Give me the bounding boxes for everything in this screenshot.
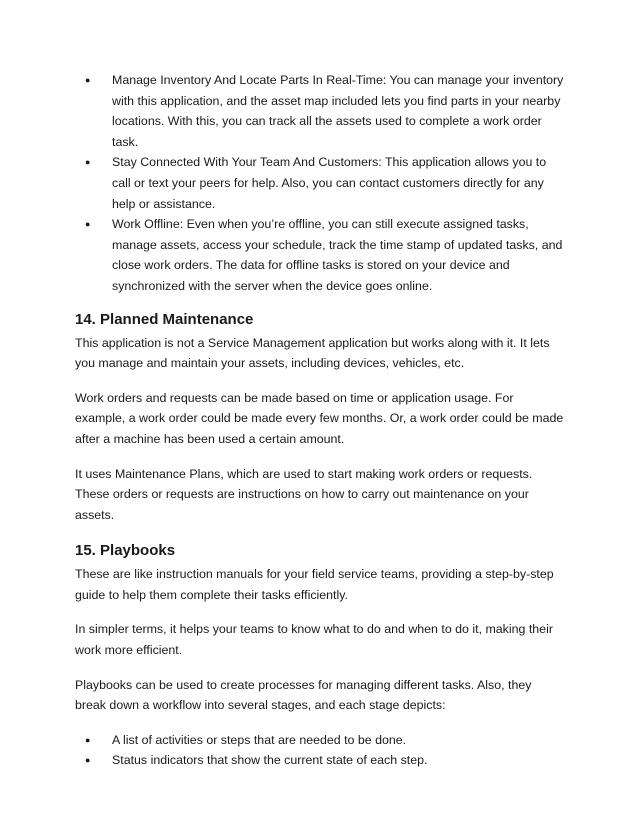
list-item bbox=[75, 70, 565, 152]
list-item bbox=[75, 730, 565, 751]
list-item-text: Work Offline: Even when you’re offline, you can still execute assigned tasks, manage assets, access your schedule, track the time stamp of updated tasks, and close work orders. The data for offline tasks is stored on your device and synchronized with the server when the device goes online. bbox=[112, 217, 563, 293]
document-page bbox=[75, 70, 565, 771]
paragraph: This application is not a Service Management application but works along with it. It lets you manage and maintain your assets, including devices, vehicles, etc. bbox=[75, 335, 550, 371]
paragraph: In simpler terms, it helps your teams to know what to do and when to do it, making their work more efficient. bbox=[75, 622, 553, 658]
paragraph: Work orders and requests can be made based on time or application usage. For example, a work order could be made every few months. Or, a work order could be made after a machine has been used a certain amount. bbox=[75, 390, 564, 446]
stage-list bbox=[75, 730, 565, 771]
bullet-icon: ● bbox=[85, 219, 91, 230]
list-item bbox=[75, 152, 565, 214]
list-item bbox=[75, 750, 565, 771]
bullet-icon: ● bbox=[85, 734, 91, 745]
paragraph: These are like instruction manuals for your field service teams, providing a step-by-step guide to help them complete their tasks efficiently. bbox=[75, 567, 554, 602]
bullet-icon: ● bbox=[85, 75, 91, 85]
section-heading-playbooks: 15. Playbooks bbox=[75, 542, 176, 560]
list-item-text: Status indicators that show the current state of each step. bbox=[112, 753, 428, 768]
section-heading-planned-maintenance: 14. Planned Maintenance bbox=[75, 310, 254, 328]
list-item-text: Manage Inventory And Locate Parts In Real-Time: You can manage your inventory with this application, and the asset map included lets you find parts in your nearby locations. With this, you can track all the assets used to complete a work order task. bbox=[112, 73, 564, 149]
list-item bbox=[75, 214, 565, 296]
list-item-text: Stay Connected With Your Team And Customers: This application allows you to call or text your peers for help. Also, you can contact customers directly for any help or assistance. bbox=[112, 155, 547, 211]
bullet-icon: ● bbox=[85, 157, 91, 168]
feature-list bbox=[75, 70, 565, 297]
paragraph: It uses Maintenance Plans, which are used to start making work orders or requests. These orders or requests are instructions on how to carry out maintenance on your assets. bbox=[75, 466, 533, 522]
bullet-icon: ● bbox=[85, 755, 91, 766]
paragraph: Playbooks can be used to create processes for managing different tasks. Also, they break down a workflow into several stages, and each stage depicts: bbox=[75, 677, 532, 713]
list-item-text: A list of activities or steps that are needed to be done. bbox=[112, 732, 407, 747]
